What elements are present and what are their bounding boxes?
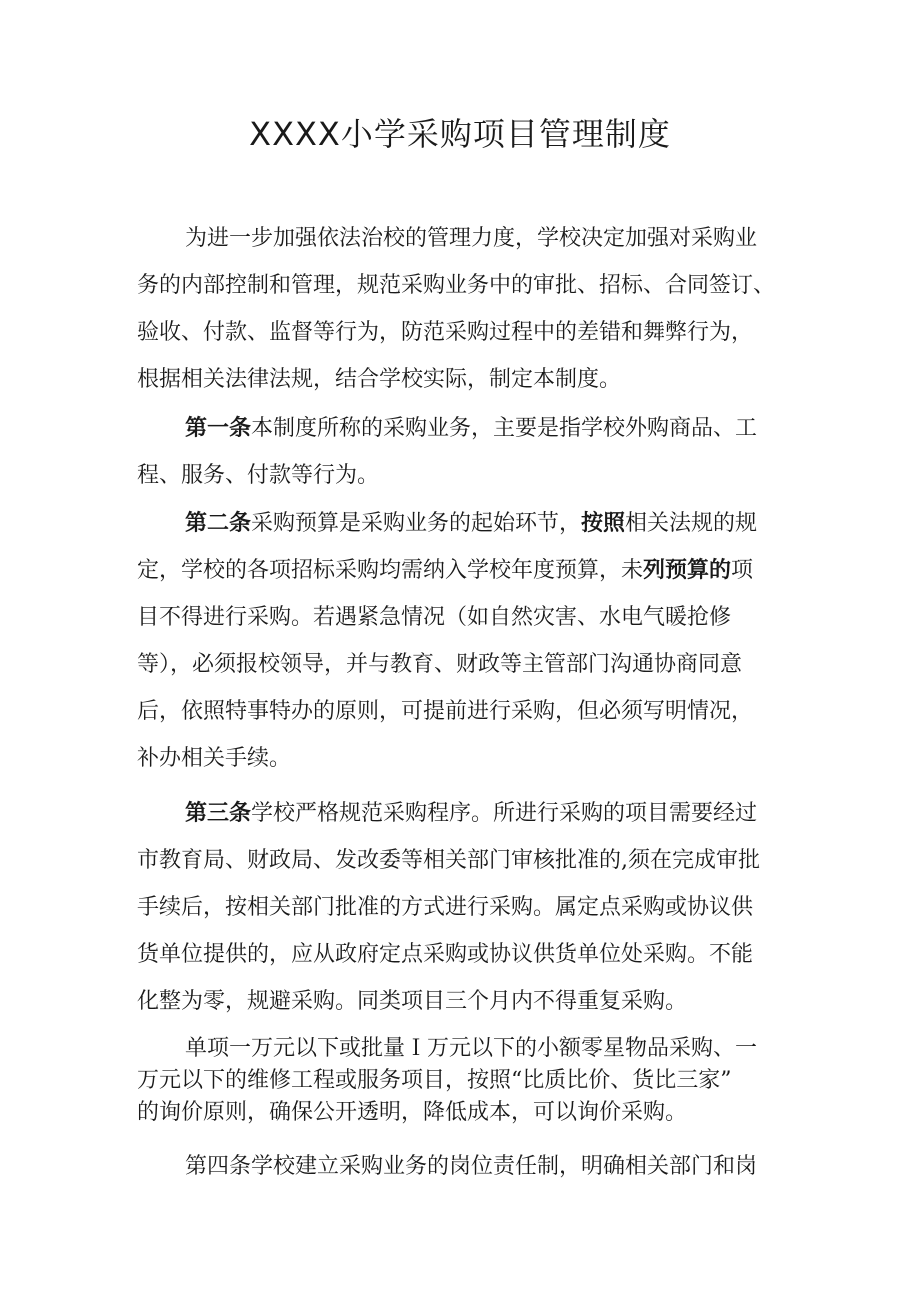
intro-line-4: 根据相关法律法规，结合学校实际，制定本制度。	[137, 367, 622, 392]
intro-line-3: 验收、付款、监督等行为，防范采购过程中的差错和舞弊行为，	[137, 320, 754, 345]
small-purchase-line-1: 单项一万元以下或批量Ｉ万元以下的小额零星物品采购、一	[185, 1036, 758, 1061]
article-2-line-6: 补办相关手续。	[137, 746, 292, 771]
article-4-line-1: 第四条学校建立采购业务的岗位责任制，明确相关部门和岗	[185, 1154, 758, 1179]
small-purchase-paragraph	[137, 1033, 797, 1129]
article-2-text-1b: 按照	[581, 510, 626, 536]
article-2-line-1	[137, 500, 797, 547]
article-2-line-2	[137, 547, 797, 594]
article-3	[137, 790, 797, 1025]
small-purchase-line-2: 万元以下的维修工程或服务项目，按照“比质比价、货比三家”	[137, 1068, 732, 1093]
article-2-text-2b: 列预算的	[643, 557, 732, 583]
article-2-text-1c: 相关法规的规	[625, 511, 758, 536]
article-1-text-1: 本制度所称的采购业务，主要是指学校外购商品、工	[251, 416, 758, 441]
article-2-line-5: 后，依照特事特办的原则，可提前进行采购，但必须写明情况，	[137, 699, 754, 724]
article-1	[137, 405, 797, 499]
article-4	[137, 1143, 797, 1190]
article-3-text-1: 学校严格规范采购程序。所进行采购的项目需要经过	[251, 801, 758, 826]
article-2-text-2a: 定，学校的各项招标采购均需纳入学校年度预算，未	[137, 558, 644, 583]
article-2	[137, 500, 797, 782]
article-3-line-1	[137, 790, 797, 837]
article-2-text-2c: 项	[731, 558, 754, 583]
document-title: XXXX小学采购项目管理制度	[249, 115, 671, 153]
intro-line-2: 务的内部控制和管理，规范采购业务中的审批、招标、合同签订、	[137, 273, 776, 298]
intro-line-1: 为进一步加强依法治校的管理力度，学校决定加强对采购业	[185, 226, 758, 251]
intro-paragraph	[137, 215, 797, 403]
article-1-label: 第一条	[185, 416, 252, 441]
article-1-line-2: 程、服务、付款等行为。	[137, 463, 380, 488]
article-2-line-3: 目不得进行采购。若遇紧急情况（如自然灾害、水电气暖抢修	[137, 605, 732, 630]
article-3-line-4: 货单位提供的，应从政府定点采购或协议供货单位处采购。不能	[137, 942, 754, 967]
article-3-line-5: 化整为零，规避采购。同类项目三个月内不得重复采购。	[137, 989, 688, 1014]
article-1-line-1	[137, 405, 797, 452]
article-3-line-3: 手续后，按相关部门批准的方式进行采购。属定点采购或协议供	[137, 895, 754, 920]
article-2-label: 第二条	[185, 511, 252, 536]
article-2-line-4: 等），必须报校领导，并与教育、财政等主管部门沟通协商同意	[137, 652, 743, 677]
small-purchase-line-3: 的询价原则，确保公开透明，降低成本，可以询价采购。	[137, 1100, 688, 1125]
article-2-text-1a: 采购预算是采购业务的起始环节，	[251, 511, 582, 536]
article-3-line-2: 市教育局、财政局、发改委等相关部门审核批准的,须在完成审批	[137, 848, 760, 873]
article-3-label: 第三条	[185, 801, 252, 826]
